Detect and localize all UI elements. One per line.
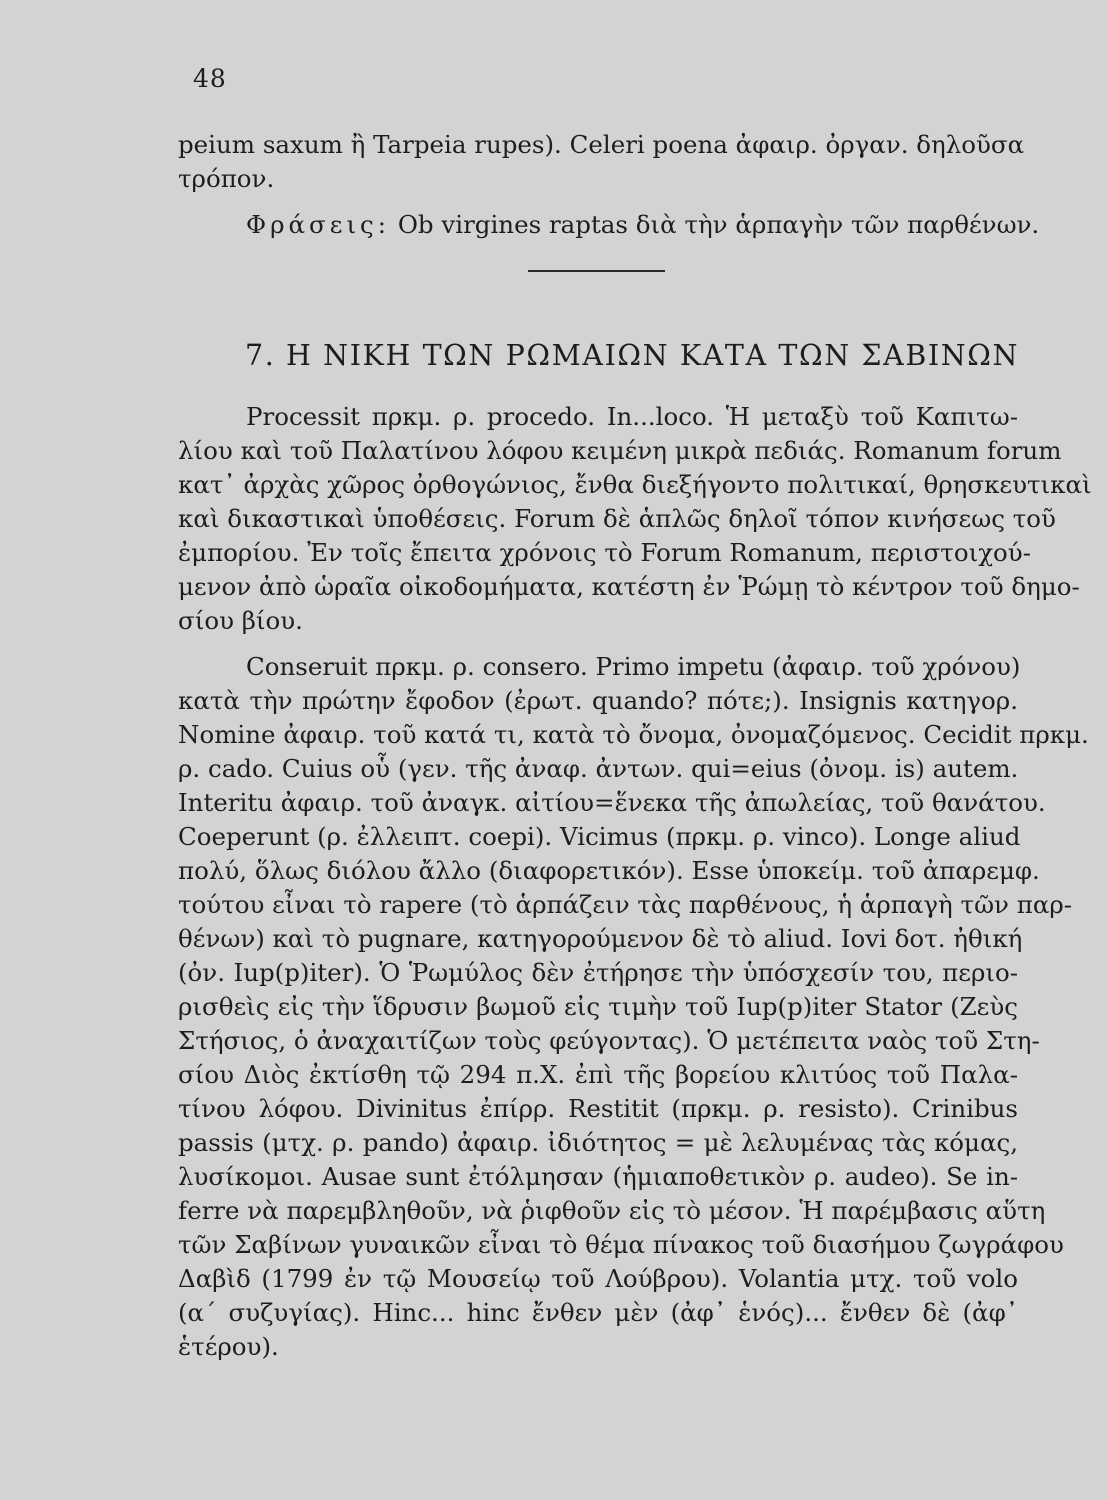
text-line: πολύ, ὅλως διόλου ἄλλο (διαφορετικόν). Esse ὑποκείμ. τοῦ ἀπαρεμφ.: [178, 856, 1040, 885]
text-line: ferre νὰ παρεμβληθοῦν, νὰ ῥιφθοῦν εἰς τὸ μέσον. Ἡ παρέμβασις αὕτη: [178, 1196, 1046, 1225]
text-line: ρισθεὶς εἰς τὴν ἵδρυσιν βωμοῦ εἰς τιμὴν τοῦ Iup(p)iter Stator (Ζεὺς: [178, 992, 1018, 1021]
paragraph-forum: [178, 400, 1092, 638]
text-line: Interitu ἀφαιρ. τοῦ ἀναγκ. αἰτίου=ἕνεκα τῆς ἀπωλείας, τοῦ θανάτου.: [178, 788, 1046, 817]
text-line: (α΄ συζυγίας). Hinc... hinc ἔνθεν μὲν (ἀφ᾽ ἑνός)... ἔνθεν δὲ (ἀφ᾽: [178, 1298, 1018, 1327]
text-line: κατ᾽ ἀρχὰς χῶρος ὀρθογώνιος, ἔνθα διεξήγοντο πολιτικαί, θρησκευτικαὶ: [178, 470, 1092, 499]
section-heading: 7. Η ΝΙΚΗ ΤΩΝ ΡΩΜΑΙΩΝ ΚΑΤΑ ΤΩΝ ΣΑΒΙΝΩΝ: [245, 339, 1020, 372]
text-line: καὶ δικαστικαὶ ὑποθέσεις. Forum δὲ ἁπλῶς δηλοῖ τόπον κινήσεως τοῦ: [178, 504, 1056, 533]
text-line: τῶν Σαβίνων γυναικῶν εἶναι τὸ θέμα πίνακος τοῦ διασήμου ζωγράφου: [178, 1230, 1064, 1259]
intro-paragraph: [178, 128, 1025, 196]
text-line: θένων) καὶ τὸ pugnare, κατηγορούμενον δὲ τὸ aliud. Iovi δοτ. ἠθική: [178, 924, 1023, 953]
text-line: peium saxum ἢ Tarpeia rupes). Celeri poena ἀφαιρ. ὀργαν. δηλοῦσα: [178, 130, 1025, 159]
text-line: (ὀν. Iup(p)iter). Ὁ Ῥωμύλος δὲν ἐτήρησε τὴν ὑπόσχεσίν του, περιο-: [178, 958, 1018, 987]
section-divider: [528, 270, 665, 272]
text-line: μενον ἀπὸ ὡραῖα οἰκοδομήματα, κατέστη ἐν Ῥώμῃ τὸ κέντρον τοῦ δημο-: [178, 572, 1080, 601]
text-line: Στήσιος, ὁ ἀναχαιτίζων τοὺς φεύγοντας). Ὁ μετέπειτα ναὸς τοῦ Στη-: [178, 1026, 1040, 1055]
text-line: τρόπον.: [178, 164, 275, 193]
text-line: Nomine ἀφαιρ. τοῦ κατά τι, κατὰ τὸ ὄνομα, ὀνομαζόμενος. Cecidit πρκμ.: [178, 720, 1089, 749]
text-line: τίνου λόφου. Divinitus ἐπίρρ. Restitit (πρκμ. ρ. resisto). Crinibus: [178, 1094, 1018, 1123]
text-line: σίου Διὸς ἐκτίσθη τῷ 294 π.Χ. ἐπὶ τῆς βορείου κλιτύος τοῦ Παλα-: [178, 1060, 1018, 1089]
text-line: Δαβὶδ (1799 ἐν τῷ Μουσείῳ τοῦ Λούβρου). Volantia μτχ. τοῦ volo: [178, 1264, 1018, 1293]
text-line: λίου καὶ τοῦ Παλατίνου λόφου κειμένη μικρὰ πεδιάς. Romanum forum: [178, 436, 1062, 465]
paragraph-conseruit: [178, 650, 1089, 1364]
text-line: σίου βίου.: [178, 606, 303, 635]
phrases-paragraph: [178, 208, 1040, 242]
phrases-label: Φράσεις:: [246, 210, 391, 239]
phrases-text: Ob virgines raptas διὰ τὴν ἁρπαγὴν τῶν παρθένων.: [397, 210, 1040, 239]
text-line: passis (μτχ. ρ. pando) ἀφαιρ. ἰδιότητος = μὲ λελυμένας τὰς κόμας,: [178, 1128, 1018, 1157]
text-line: [178, 208, 1040, 242]
text-line: ἐμπορίου. Ἐν τοῖς ἔπειτα χρόνοις τὸ Forum Romanum, περιστοιχού-: [178, 538, 1031, 567]
text-line: Processit πρκμ. ρ. procedo. In...loco. Ἡ μεταξὺ τοῦ Καπιτω-: [246, 402, 1018, 431]
page-number: 48: [193, 64, 227, 93]
text-line: λυσίκομοι. Ausae sunt ἐτόλμησαν (ἡμιαποθετικὸν ρ. audeo). Se in-: [178, 1162, 1018, 1191]
text-line: Coeperunt (ρ. ἐλλειπτ. coepi). Vicimus (πρκμ. ρ. vinco). Longe aliud: [178, 822, 1021, 851]
text-line: τούτου εἶναι τὸ rapere (τὸ ἁρπάζειν τὰς παρθένους, ἡ ἁρπαγὴ τῶν παρ-: [178, 890, 1073, 919]
text-line: ἑτέρου).: [178, 1332, 279, 1361]
text-line: κατὰ τὴν πρώτην ἔφοδον (ἐρωτ. quando? πότε;). Insignis κατηγορ.: [178, 686, 1018, 715]
text-line: Conseruit πρκμ. ρ. consero. Primo impetu (ἀφαιρ. τοῦ χρόνου): [246, 652, 1021, 681]
text-line: ρ. cado. Cuius οὗ (γεν. τῆς ἀναφ. ἀντων. qui=eius (ὀνομ. is) autem.: [178, 754, 1019, 783]
